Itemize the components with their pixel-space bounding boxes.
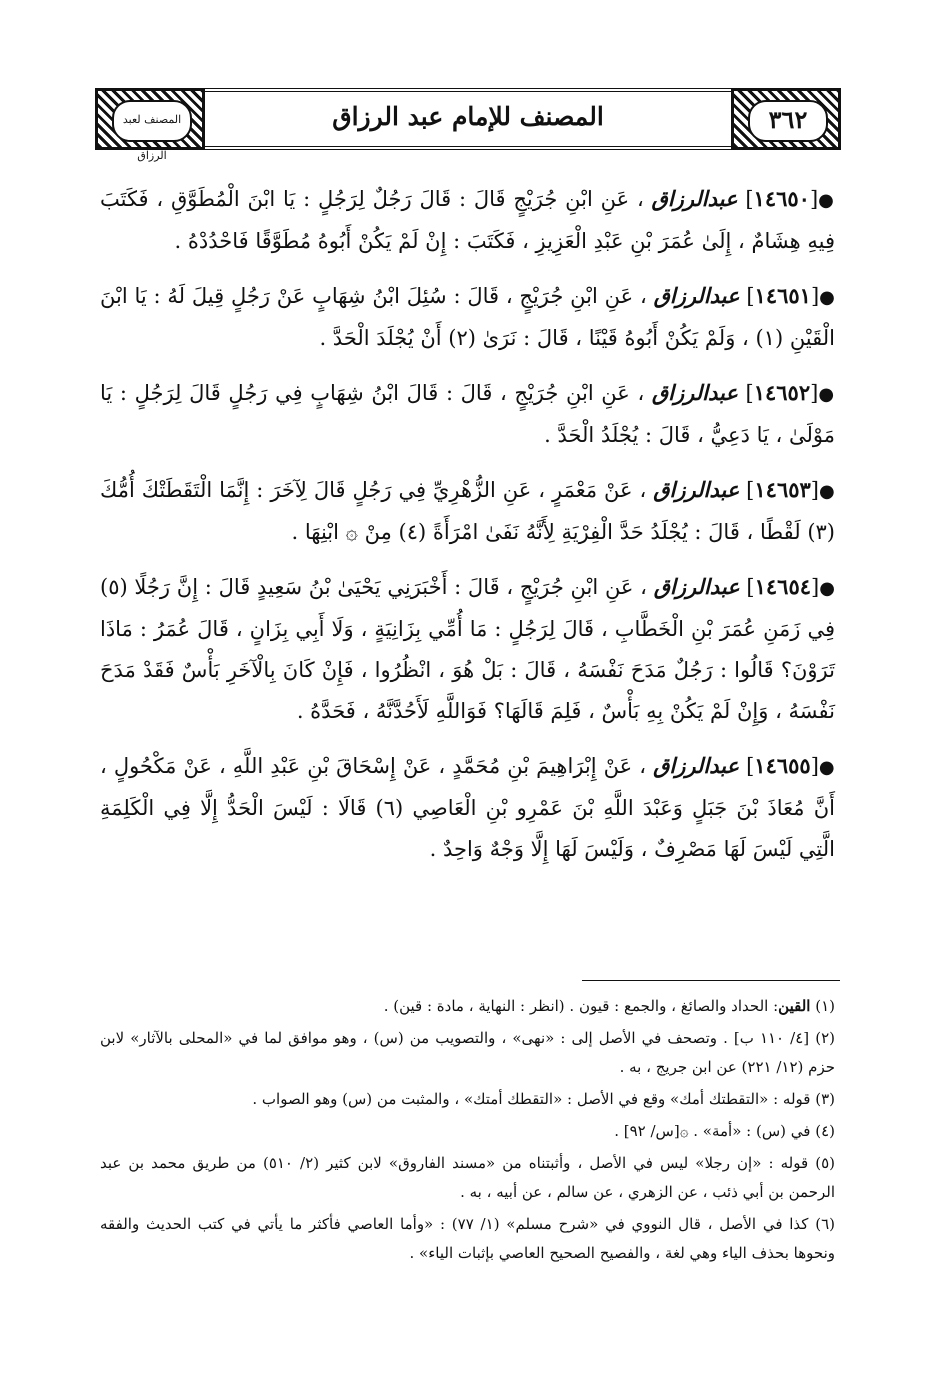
bullet-icon: ● <box>818 384 835 405</box>
footnote <box>100 992 835 1021</box>
narrator-name: عبدالرزاق <box>653 477 740 502</box>
narrator-name: عبدالرزاق <box>653 753 740 778</box>
header-ornament-right <box>731 88 841 150</box>
narrator-name: عبدالرزاق <box>651 186 738 211</box>
footnote-text: : الحداد والصائغ ، والجمع : قيون . (انظر : النهاية ، مادة : قين) . <box>383 997 779 1015</box>
footnote <box>100 1210 835 1268</box>
footnote-marker: (١) <box>815 997 835 1015</box>
hadith-number: ١٤٦٥٢ <box>753 380 811 405</box>
footnote <box>100 1024 835 1082</box>
footnote-divider <box>582 980 840 981</box>
header-title-bar <box>205 88 731 150</box>
footnote-marker: (٦) <box>815 1215 835 1233</box>
header-ornament-left <box>95 88 205 162</box>
hadith-text: ، عَنِ ابْنِ جُرَيْجٍ ، قَالَ : سُئِلَ ابْنُ شِهَابٍ عَنْ رَجُلٍ قِيلَ لَهُ : يَا ابْنَ الْقَيْنِ (١) ، وَلَمْ يَكُنْ أَبُوهُ قَيْنًا ، قَالَ : نَرَىٰ (٢) أَنْ يُجْلَدَ الْحَدَّ . <box>100 284 835 350</box>
hadith-text: ، عَنِ ابْنِ جُرَيْجٍ ، قَالَ : أَخْبَرَنِي يَحْيَىٰ بْنُ سَعِيدٍ قَالَ : إِنَّ رَجُلًا (٥) فِي زَمَنِ عُمَرَ بْنِ الْخَطَّابِ ، قَالَ لِرَجُلٍ : مَا أُمِّي بِزَانِيَةٍ ، وَلَا أَبِي بِزَانٍ ، قَالَ عُمَرُ : مَاذَا تَرَوْنَ؟ قَالُوا : رَجُلٌ مَدَحَ نَفْسَهُ ، قَالَ : بَلْ هُوَ ، انْظُرُوا ، فَإِنْ كَانَ بِالْآخَرِ بَأْسٌ فَقَدْ مَدَحَ نَفْسَهُ ، وَإِنْ لَمْ يَكُنْ بِهِ بَأْسٌ ، فَلِمَ قَالَهَا؟ فَوَاللَّهِ لَأَحُدَّنَّهُ ، فَحَدَّهُ . <box>100 575 835 723</box>
footnotes <box>100 992 835 1271</box>
narrator-name: عبدالرزاق <box>651 380 738 405</box>
footnote-lead: القين <box>778 997 811 1015</box>
footnote-marker: (٣) <box>815 1090 835 1108</box>
page-number: ٣٦٢ <box>748 100 828 142</box>
bullet-icon: ● <box>818 757 835 778</box>
bullet-icon: ● <box>819 287 835 308</box>
hadith-number: ١٤٦٥٣ <box>754 477 811 502</box>
hadith-text: ، عَنْ إِبْرَاهِيمَ بْنِ مُحَمَّدٍ ، عَنْ إِسْحَاقَ بْنِ عَبْدِ اللَّهِ ، عَنْ مَكْحُولٍ ، أَنَّ مُعَاذَ بْنَ جَبَلٍ وَعَبْدَ اللَّهِ بْنَ عَمْرِو بْنِ الْعَاصِي (٦) قَالَا : لَيْسَ الْحَدُّ إِلَّا فِي الْكَلِمَةِ الَّتِي لَيْسَ لَهَا مَصْرِفٌ ، وَلَيْسَ لَهَا إِلَّا وَجْهٌ وَاحِدٌ . <box>100 754 835 861</box>
footnote-marker: (٤) <box>815 1122 835 1140</box>
running-title: المصنف للإمام عبد الرزاق <box>332 102 604 131</box>
bullet-icon: ● <box>819 481 835 502</box>
narrator-name: عبدالرزاق <box>653 574 740 599</box>
hadith-number: ١٤٦٥١ <box>754 283 811 308</box>
hadith-number: ١٤٦٥٠ <box>753 186 810 211</box>
narrator-name: عبدالرزاق <box>653 283 740 308</box>
hadith-entry: ●[١٤٦٥٣] عبدالرزاق ، عَنْ مَعْمَرٍ ، عَنِ الزُّهْرِيِّ فِي رَجُلٍ قَالَ لِآخَرَ : إِنَّمَا الْتَقَطَتْكَ أُمُّكَ (٣) لَقْطًا ، قَالَ : يُجْلَدُ حَدَّ الْفِرْيَةِ لِأَنَّهُ نَفَىٰ امْرَأَةً (٤) مِنْ ۞ ابْنِهَا . <box>100 477 835 544</box>
hadith-text: ، عَنِ ابْنِ جُرَيْجٍ ، قَالَ : قَالَ ابْنُ شِهَابٍ فِي رَجُلٍ قَالَ لِرَجُلٍ : يَا مَوْلَىٰ ، يَا دَعِيُّ ، قَالَ : يُجْلَدُ الْحَدَّ . <box>100 381 835 447</box>
footnote-text: كذا في الأصل ، قال النووي في «شرح مسلم» (١/ ٧٧) : «وأما العاصي فأكثر ما يأتي في كتب الحديث والفقه ونحوها بحذف الياء وهي لغة ، والفصيح الصحيح العاصي بإثبات الياء» . <box>100 1215 835 1262</box>
hadith-text: ، عَنْ مَعْمَرٍ ، عَنِ الزُّهْرِيِّ فِي رَجُلٍ قَالَ لِآخَرَ : إِنَّمَا الْتَقَطَتْكَ أُمُّكَ (٣) لَقْطًا ، قَالَ : يُجْلَدُ حَدَّ الْفِرْيَةِ لِأَنَّهُ نَفَىٰ امْرَأَةً (٤) مِنْ ۞ ابْنِهَا . <box>100 478 835 544</box>
bullet-icon: ● <box>818 190 835 211</box>
hadith-entry: ●[١٤٦٥٤] عبدالرزاق ، عَنِ ابْنِ جُرَيْجٍ ، قَالَ : أَخْبَرَنِي يَحْيَىٰ بْنُ سَعِيدٍ قَالَ : إِنَّ رَجُلًا (٥) فِي زَمَنِ عُمَرَ بْنِ الْخَطَّابِ ، قَالَ لِرَجُلٍ : مَا أُمِّي بِزَانِيَةٍ ، وَلَا أَبِي بِزَانٍ ، قَالَ عُمَرُ : مَاذَا تَرَوْنَ؟ قَالُوا : رَجُلٌ مَدَحَ نَفْسَهُ ، قَالَ : بَلْ هُوَ ، انْظُرُوا ، فَإِنْ كَانَ بِالْآخَرِ بَأْسٌ فَقَدْ مَدَحَ نَفْسَهُ ، وَإِنْ لَمْ يَكُنْ بِهِ بَأْسٌ ، فَلِمَ قَالَهَا؟ فَوَاللَّهِ لَأَحُدَّنَّهُ ، فَحَدَّهُ . <box>100 574 835 723</box>
footnote-text: في (س) : «أمة» . ۞[س/ ٩٢] . <box>614 1122 811 1140</box>
main-text <box>100 178 835 883</box>
hadith-number: ١٤٦٥٤ <box>754 574 812 599</box>
footnote-text: [٤/ ١١٠ ب] . وتصحف في الأصل إلى : «نهى» ، والتصويب من (س) ، وهو موافق لما في «المحلى بالآثار» لابن حزم (١٢/ ٢٢١) عن ابن جريج ، به . <box>100 1029 835 1076</box>
footnote <box>100 1085 835 1114</box>
footnote-text: قوله : «التقطتك أمك» وقع في الأصل : «التقطك أمتك» ، والمثبت من (س) وهو الصواب . <box>252 1090 811 1108</box>
hadith-entry: ●[١٤٦٥٢] عبدالرزاق ، عَنِ ابْنِ جُرَيْجٍ ، قَالَ : قَالَ ابْنُ شِهَابٍ فِي رَجُلٍ قَالَ لِرَجُلٍ : يَا مَوْلَىٰ ، يَا دَعِيُّ ، قَالَ : يُجْلَدُ الْحَدَّ . <box>100 380 835 447</box>
hadith-entry: ●[١٤٦٥١] عبدالرزاق ، عَنِ ابْنِ جُرَيْجٍ ، قَالَ : سُئِلَ ابْنُ شِهَابٍ عَنْ رَجُلٍ قِيلَ لَهُ : يَا ابْنَ الْقَيْنِ (١) ، وَلَمْ يَكُنْ أَبُوهُ قَيْنًا ، قَالَ : نَرَىٰ (٢) أَنْ يُجْلَدَ الْحَدَّ . <box>100 283 835 350</box>
bullet-icon: ● <box>819 578 835 599</box>
footnote-marker: (٥) <box>815 1154 835 1172</box>
page-header <box>95 88 841 162</box>
hadith-number: ١٤٦٥٥ <box>754 753 811 778</box>
footnote-marker: (٢) <box>815 1029 835 1047</box>
book-seal: المصنف لعبد الرزاق <box>112 100 192 142</box>
footnote <box>100 1149 835 1207</box>
hadith-entry: ●[١٤٦٥٥] عبدالرزاق ، عَنْ إِبْرَاهِيمَ بْنِ مُحَمَّدٍ ، عَنْ إِسْحَاقَ بْنِ عَبْدِ اللَّهِ ، عَنْ مَكْحُولٍ ، أَنَّ مُعَاذَ بْنَ جَبَلٍ وَعَبْدَ اللَّهِ بْنَ عَمْرِو بْنِ الْعَاصِي (٦) قَالَا : لَيْسَ الْحَدُّ إِلَّا فِي الْكَلِمَةِ الَّتِي لَيْسَ لَهَا مَصْرِفٌ ، وَلَيْسَ لَهَا إِلَّا وَجْهٌ وَاحِدٌ . <box>100 753 835 861</box>
hadith-entry: ●[١٤٦٥٠] عبدالرزاق ، عَنِ ابْنِ جُرَيْجٍ قَالَ : قَالَ رَجُلٌ لِرَجُلٍ : يَا ابْنَ الْمُطَوَّقِ ، فَكَتَبَ فِيهِ هِشَامٌ ، إِلَىٰ عُمَرَ بْنِ عَبْدِ الْعَزِيزِ ، فَكَتَبَ : إِنْ لَمْ يَكُنْ أَبُوهُ مُطَوَّقًا فَاحْدُدْهُ . <box>100 186 835 253</box>
hadith-text: ، عَنِ ابْنِ جُرَيْجٍ قَالَ : قَالَ رَجُلٌ لِرَجُلٍ : يَا ابْنَ الْمُطَوَّقِ ، فَكَتَبَ فِيهِ هِشَامٌ ، إِلَىٰ عُمَرَ بْنِ عَبْدِ الْعَزِيزِ ، فَكَتَبَ : إِنْ لَمْ يَكُنْ أَبُوهُ مُطَوَّقًا فَاحْدُدْهُ . <box>100 187 835 253</box>
footnote <box>100 1117 835 1146</box>
footnote-text: قوله : «إن رجلا» ليس في الأصل ، وأثبتناه من «مسند الفاروق» لابن كثير (٢/ ٥١٠) من طريق محمد بن عبد الرحمن بن أبي ذئب ، عن الزهري ، عن سالم ، عن أبيه ، به . <box>100 1154 835 1201</box>
